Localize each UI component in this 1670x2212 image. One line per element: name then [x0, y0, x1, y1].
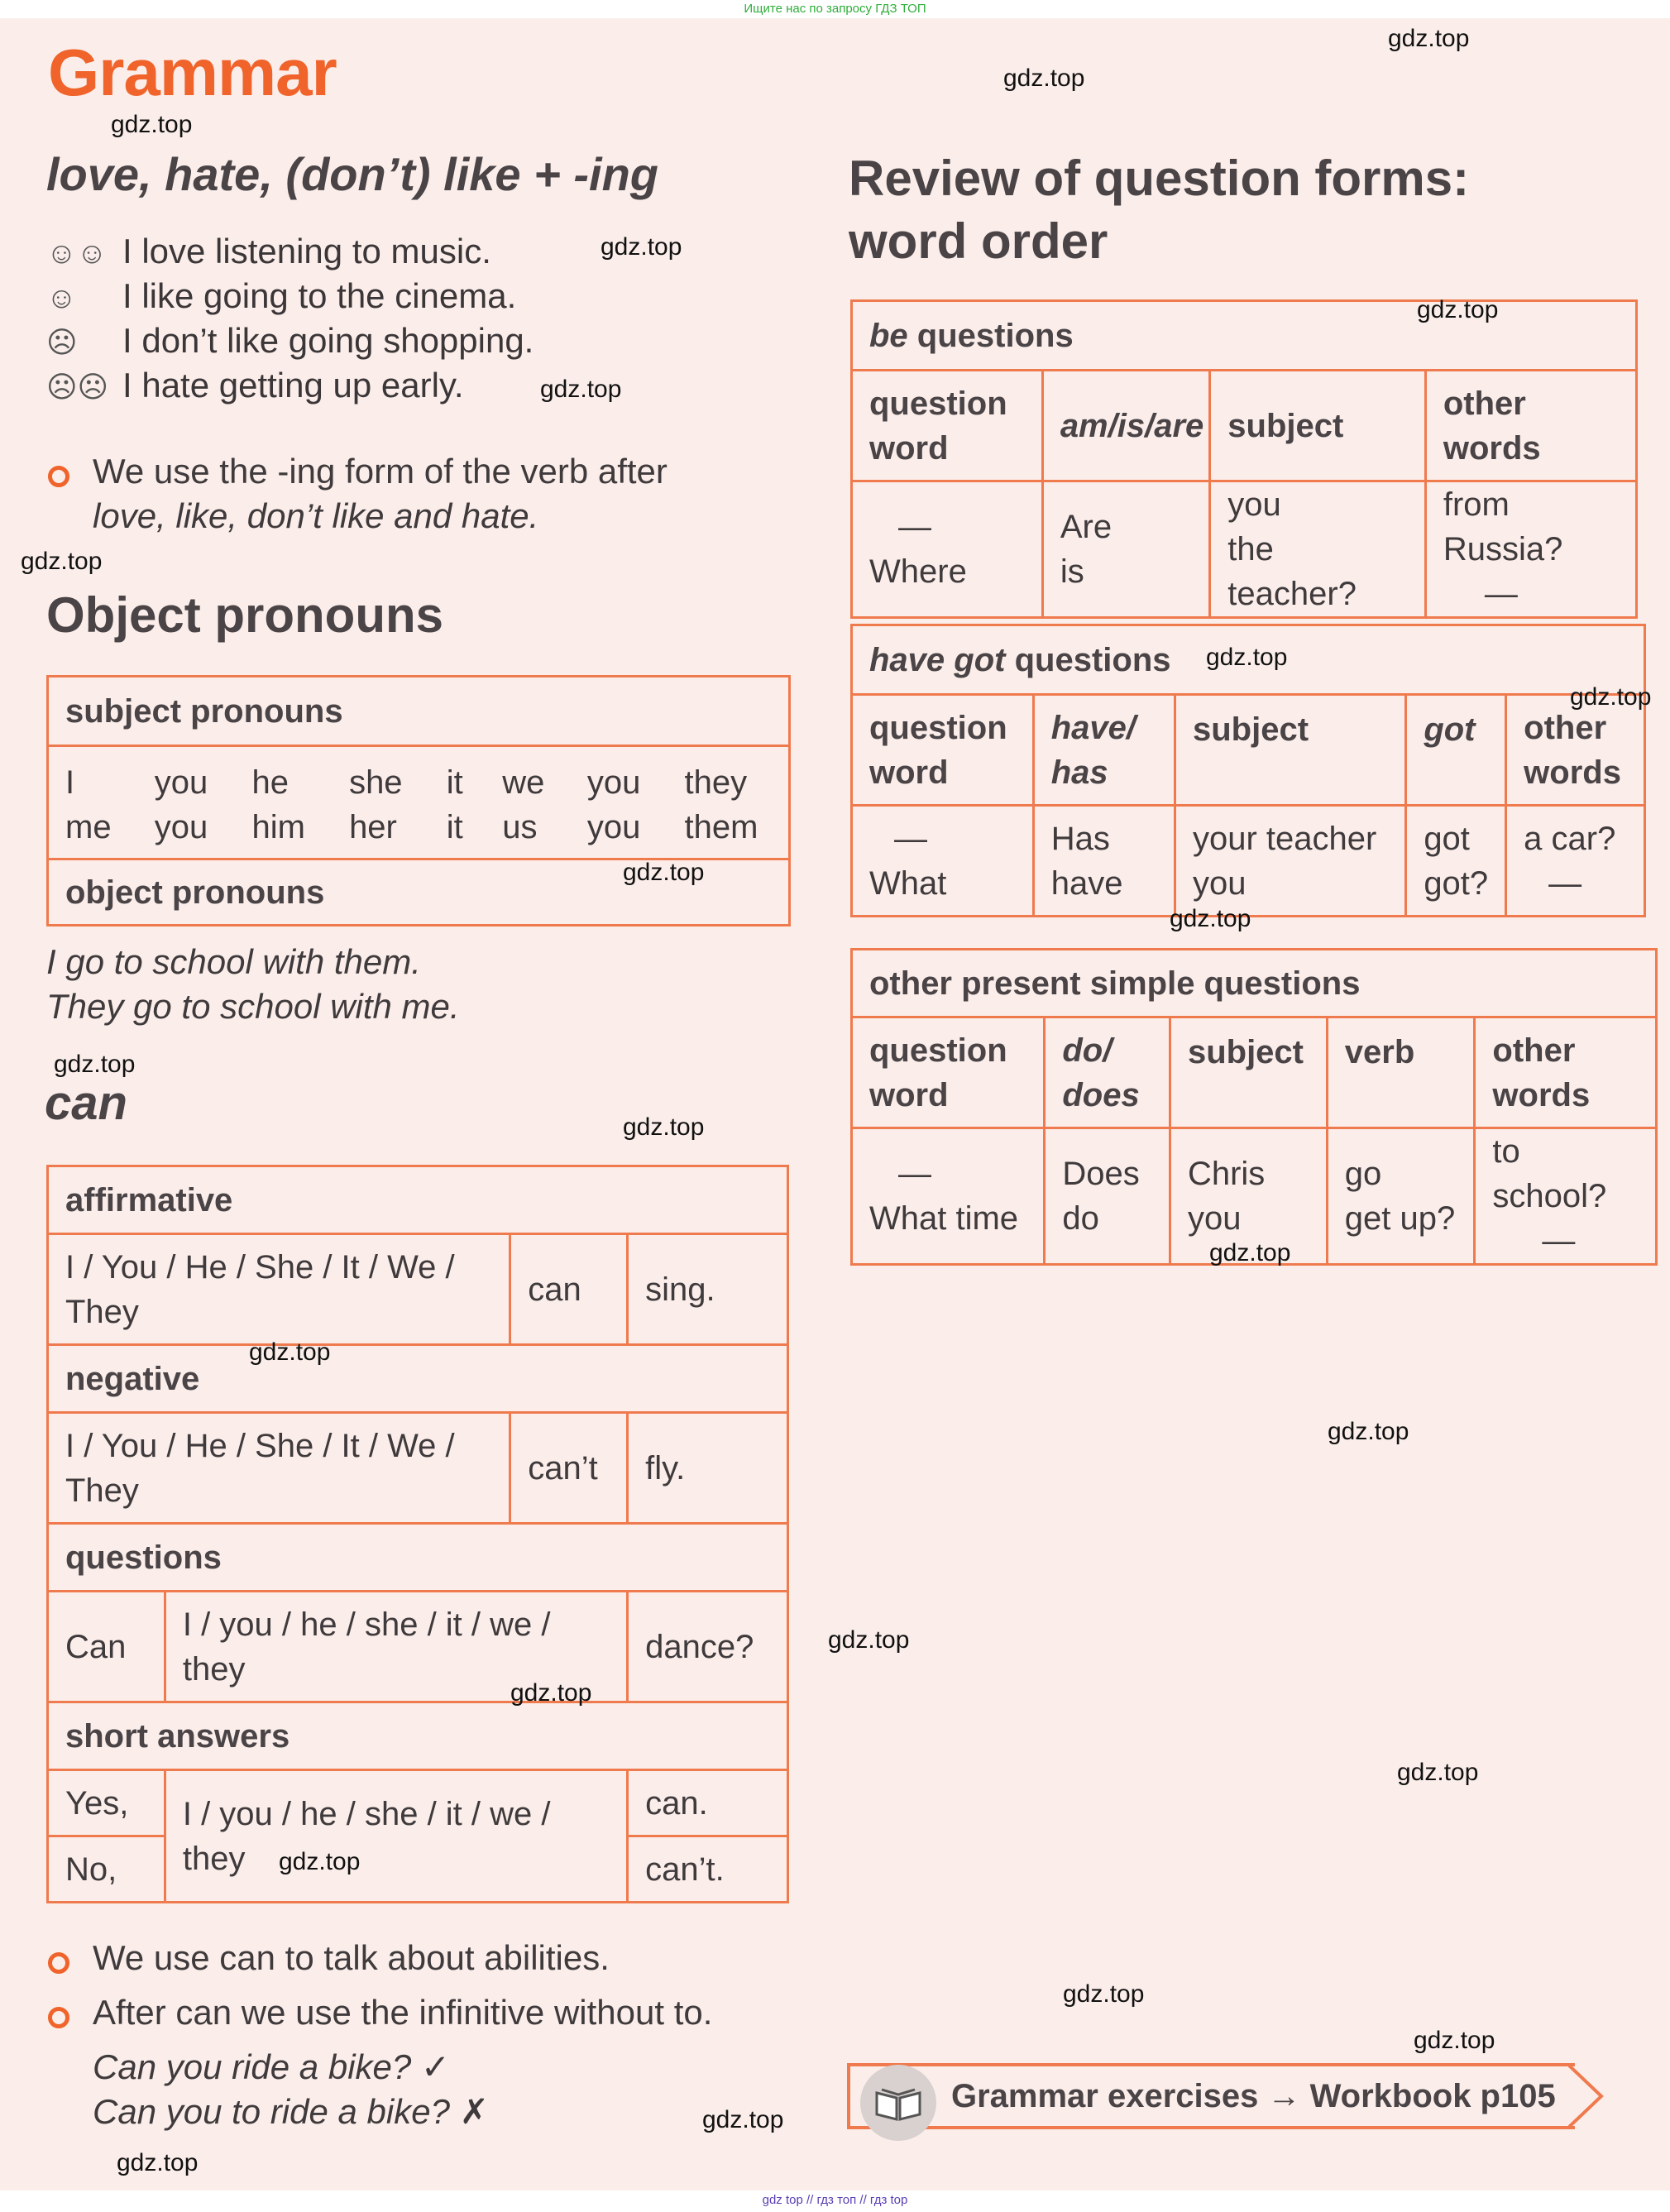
watermark: gdz.top: [1003, 65, 1085, 92]
watermark: gdz.top: [702, 2106, 784, 2133]
can-table: [46, 1165, 789, 1903]
pronoun-cell: her: [333, 805, 430, 859]
book-icon: [860, 2065, 936, 2141]
column-header: subject: [1175, 695, 1405, 806]
example-sentence: Can you ride a bike? ✓: [93, 2047, 451, 2086]
subject-cell: I / you / he / she / it / we / they: [165, 1770, 627, 1903]
smiley-icon: ☺☺: [46, 236, 108, 270]
example-row: [46, 366, 464, 405]
watermark: gdz.top: [117, 2149, 199, 2176]
column-header: subject: [1210, 371, 1426, 481]
watermark: gdz.top: [1206, 644, 1288, 671]
table-header: negative: [48, 1345, 788, 1413]
watermark: gdz.top: [828, 1626, 910, 1654]
cell: Does do: [1045, 1128, 1170, 1265]
column-header: question word: [852, 371, 1043, 481]
answer-cell: can’t.: [628, 1836, 788, 1903]
bullet-icon: [48, 1952, 69, 1974]
cell: you the teacher?: [1210, 481, 1426, 618]
watermark: gdz.top: [510, 1679, 592, 1707]
table-header: object pronouns: [48, 859, 790, 926]
cell: — Where: [852, 481, 1043, 618]
column-header: have/ has: [1033, 695, 1175, 806]
column-header: got: [1406, 695, 1506, 806]
question-forms-heading: Review of question forms:: [849, 151, 1470, 206]
can-heading: can: [45, 1076, 127, 1130]
bottom-banner: gdz top // гдз топ // гдз top: [0, 2190, 1670, 2212]
pronoun-cell: they: [668, 746, 790, 806]
column-header: do/ does: [1045, 1017, 1170, 1128]
object-pronouns-heading: Object pronouns: [46, 587, 443, 643]
pronoun-cell: I: [48, 746, 138, 806]
modal-cell: Can: [48, 1592, 165, 1702]
top-banner: Ищите нас по запросу ГДЗ ТОП: [0, 0, 1670, 18]
rule-note: We use the -ing form of the verb after: [93, 452, 668, 491]
bullet-icon: [48, 466, 69, 487]
subject-cell: I / you / he / she / it / we / they: [165, 1592, 627, 1702]
pronoun-cell: it: [446, 764, 463, 801]
cell: a car? —: [1506, 806, 1645, 917]
column-header: other words: [1425, 371, 1636, 481]
pronoun-cell: them: [668, 805, 790, 859]
cell: Chris you: [1170, 1128, 1327, 1265]
column-header: verb: [1327, 1017, 1475, 1128]
modal-cell: can: [510, 1234, 628, 1345]
answer-cell: No,: [48, 1836, 165, 1903]
watermark: gdz.top: [249, 1338, 331, 1366]
watermark: gdz.top: [623, 1113, 705, 1141]
smiley-icon: ☺: [46, 280, 77, 314]
watermark: gdz.top: [1414, 2027, 1495, 2054]
example-sentence: They go to school with me.: [46, 987, 460, 1026]
example-sentence: I go to school with them.: [46, 942, 421, 981]
watermark: gdz.top: [540, 376, 622, 403]
verb-cell: dance?: [628, 1592, 788, 1702]
workbook-link[interactable]: Grammar exercises → Workbook p105: [847, 2063, 1575, 2129]
watermark: gdz.top: [21, 548, 103, 575]
table-header: affirmative: [48, 1166, 788, 1234]
watermark: gdz.top: [1170, 905, 1251, 932]
pronoun-cell: you: [138, 805, 236, 859]
pronoun-cell: us: [486, 805, 571, 859]
pronoun-cell: he: [251, 764, 289, 801]
answer-cell: can.: [628, 1770, 788, 1836]
column-header: question word: [852, 695, 1034, 806]
example-text: I don’t like going shopping.: [122, 321, 534, 360]
table-header: questions: [48, 1524, 788, 1592]
cell: your teacher you: [1175, 806, 1405, 917]
be-questions-table: [850, 299, 1638, 619]
question-forms-heading-2: word order: [849, 213, 1108, 269]
table-header: have got questions: [852, 625, 1645, 695]
column-header: other words: [1506, 695, 1645, 806]
example-row: [46, 232, 491, 271]
watermark: gdz.top: [279, 1848, 361, 1875]
cell: go get up?: [1327, 1128, 1475, 1265]
cell: Are is: [1042, 481, 1209, 618]
watermark: gdz.top: [601, 233, 682, 261]
present-simple-questions-table: [850, 948, 1658, 1266]
pronoun-cell: you: [586, 764, 641, 801]
example-row: [46, 276, 516, 316]
rule-note: We use can to talk about abilities.: [93, 1938, 610, 1977]
watermark: gdz.top: [1388, 25, 1470, 52]
frown-icon: ☹: [46, 325, 78, 359]
column-header: subject: [1170, 1017, 1327, 1128]
example-row: [46, 321, 534, 361]
page-title: Grammar: [48, 36, 337, 109]
watermark: gdz.top: [111, 111, 193, 138]
example-text: I hate getting up early.: [122, 366, 464, 405]
rule-note: love, like, don’t like and hate.: [93, 496, 539, 535]
example-text: I love listening to music.: [122, 232, 491, 271]
cell: Has have: [1033, 806, 1175, 917]
verb-cell: sing.: [628, 1234, 788, 1345]
modal-cell: can’t: [510, 1413, 628, 1524]
subject-cell: I / You / He / She / It / We / They: [48, 1234, 510, 1345]
watermark: gdz.top: [623, 859, 705, 886]
watermark: gdz.top: [1570, 683, 1652, 711]
cell: got got?: [1406, 806, 1506, 917]
table-header: short answers: [48, 1702, 788, 1770]
watermark: gdz.top: [1209, 1239, 1291, 1266]
watermark: gdz.top: [1328, 1418, 1409, 1445]
pronoun-cell: you: [154, 764, 208, 801]
cell: — What: [852, 806, 1034, 917]
pronoun-cell: it: [430, 805, 486, 859]
table-header: subject pronouns: [48, 677, 790, 746]
column-header: other words: [1475, 1017, 1657, 1128]
table-header: other present simple questions: [852, 950, 1657, 1017]
example-sentence: Can you to ride a bike? ✗: [93, 2092, 489, 2131]
cell: to school? —: [1475, 1128, 1657, 1265]
table-header: be questions: [852, 301, 1637, 371]
cell: from Russia? —: [1425, 481, 1636, 618]
watermark: gdz.top: [54, 1051, 136, 1078]
watermark: gdz.top: [1063, 1980, 1145, 2008]
column-header: am/is/are: [1042, 371, 1209, 481]
watermark: gdz.top: [1417, 296, 1499, 323]
frown-icon: ☹☹: [46, 370, 109, 404]
rule-note: After can we use the infinitive without to.: [93, 1993, 713, 2032]
bullet-icon: [48, 2007, 69, 2028]
answer-cell: Yes,: [48, 1770, 165, 1836]
pronouns-table: [46, 675, 791, 926]
subject-cell: I / You / He / She / It / We / They: [48, 1413, 510, 1524]
column-header: question word: [852, 1017, 1045, 1128]
verb-cell: fly.: [628, 1413, 788, 1524]
pronoun-cell: you: [571, 805, 668, 859]
example-text: I like going to the cinema.: [122, 276, 517, 315]
cell: — What time: [852, 1128, 1045, 1265]
arrow-tip-icon: [1568, 2063, 1605, 2129]
pronoun-cell: him: [235, 805, 333, 859]
pronoun-cell: she: [349, 764, 403, 801]
watermark: gdz.top: [1397, 1759, 1479, 1786]
pronoun-cell: me: [48, 805, 138, 859]
pronoun-cell: we: [502, 764, 545, 801]
love-hate-heading: love, hate, (don’t) like + -ing: [46, 148, 658, 200]
